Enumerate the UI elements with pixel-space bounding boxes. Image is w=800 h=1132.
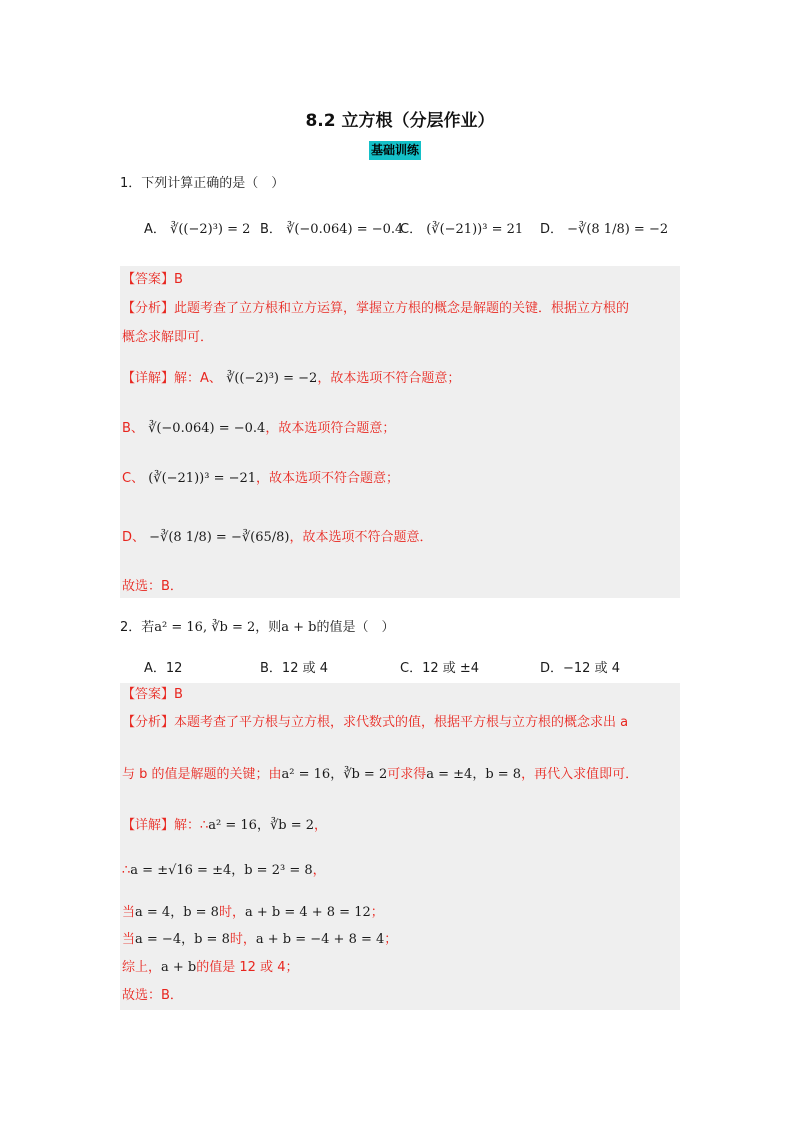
option-expr: ∛(−0.064) = −0.4 xyxy=(286,222,404,237)
detail-b-expr: ∛(−0.064) = −0.4 xyxy=(148,421,266,436)
q2-conclusion: 故选：B． xyxy=(122,988,183,1003)
stem-mid: ，则 xyxy=(255,620,282,635)
q1-option-a[interactable] xyxy=(144,218,250,237)
case-cond: a = 4，b = 8 xyxy=(135,905,219,920)
detail-lead: 解：A、 xyxy=(174,371,222,386)
stem-lead: 2．若 xyxy=(120,620,155,635)
q2-answer xyxy=(122,686,183,704)
option-letter: B． xyxy=(260,222,282,237)
summary-lead: 综上， xyxy=(122,960,162,975)
analysis-label: 【分析】 xyxy=(122,715,175,730)
stem-tail: 的值是（ ） xyxy=(316,620,395,635)
stem-expr-2: a + b xyxy=(281,620,317,635)
q2-option-a[interactable] xyxy=(144,657,182,676)
section-badge: 基础训练 xyxy=(369,141,421,160)
detail-d-tail: ，故本选项不符合题意． xyxy=(289,530,433,545)
analysis-text-2c: ，再代入求值即可． xyxy=(521,767,639,782)
q2-analysis-line-1 xyxy=(122,714,628,732)
option-text: 12 或 4 xyxy=(281,661,328,676)
analysis-expr-1: a² = 16，∛b = 2 xyxy=(281,767,388,782)
q1-option-b[interactable] xyxy=(260,218,403,237)
option-text: 12 xyxy=(165,661,183,676)
q1-detail-c xyxy=(122,470,399,488)
analysis-text: 此题考查了立方根和立方运算，掌握立方根的概念是解题的关键．根据立方根的 xyxy=(174,301,630,316)
case-lead: 当 xyxy=(122,932,136,947)
detail-c-tail: ，故本选项不符合题意； xyxy=(256,471,400,486)
q2-option-d[interactable] xyxy=(540,657,620,676)
q2-case-2 xyxy=(122,931,397,949)
option-text: −12 或 4 xyxy=(563,661,620,676)
case-lead: 当 xyxy=(122,905,136,920)
case-mid: 时， xyxy=(229,932,256,947)
option-expr: (∛(−21))³ = 21 xyxy=(426,222,524,237)
q1-detail-d xyxy=(122,529,433,547)
summary-expr: a + b xyxy=(161,960,197,975)
option-expr: ∛((−2)³) = 2 xyxy=(170,222,251,237)
detail-d-lead: D、 xyxy=(122,530,146,545)
case-mid: 时， xyxy=(218,905,245,920)
detail-label: 【详解】 xyxy=(122,371,175,386)
detail-expr-1: a² = 16，∛b = 2 xyxy=(208,818,314,833)
answer-label: 【答案】 xyxy=(122,272,175,287)
option-letter: D． xyxy=(540,222,564,237)
analysis-text: 本题考查了平方根与立方根，求代数式的值，根据平方根与立方根的概念求出 a xyxy=(174,715,629,730)
analysis-label: 【分析】 xyxy=(122,301,175,316)
option-letter: D． xyxy=(540,661,564,676)
option-letter: B． xyxy=(260,661,282,676)
q1-analysis-line-1 xyxy=(122,300,629,318)
detail-b-tail: ，故本选项符合题意； xyxy=(265,421,396,436)
analysis-text-2a: 与 b 的值是解题的关键；由 xyxy=(122,767,282,782)
option-text: 12 或 ±4 xyxy=(422,661,480,676)
detail-c-expr: (∛(−21))³ = −21 xyxy=(148,471,257,486)
option-letter: A． xyxy=(144,661,166,676)
q2-analysis-line-2 xyxy=(122,766,638,784)
answer-value: B xyxy=(174,687,183,702)
option-letter: A． xyxy=(144,222,166,237)
q2-case-1 xyxy=(122,904,384,922)
q2-detail-1 xyxy=(122,817,327,835)
detail-tail-2: ， xyxy=(312,863,326,878)
page-title: 8.2 立方根（分层作业） xyxy=(305,111,495,131)
case-expr: a + b = 4 + 8 = 12 xyxy=(244,905,371,920)
answer-label: 【答案】 xyxy=(122,687,175,702)
case-tail: ； xyxy=(384,932,398,947)
question-2-stem xyxy=(120,616,395,635)
option-letter: C． xyxy=(400,661,423,676)
detail-d-expr: −∛(8 1/8) = −∛(65/8) xyxy=(149,530,290,545)
detail-a-expr: ∛((−2)³) = −2 xyxy=(226,371,318,386)
case-expr: a + b = −4 + 8 = 4 xyxy=(255,932,385,947)
detail-b-lead: B、 xyxy=(122,421,144,436)
detail-a-tail: ，故本选项不符合题意； xyxy=(317,371,461,386)
q1-option-d[interactable] xyxy=(540,218,668,237)
summary-tail: 的值是 12 或 4； xyxy=(196,960,299,975)
answer-value: B xyxy=(174,272,183,287)
q1-detail-b xyxy=(122,420,395,438)
q1-conclusion: 故选：B． xyxy=(122,579,183,594)
option-expr: −∛(8 1/8) = −2 xyxy=(567,222,669,237)
option-letter: C． xyxy=(400,222,423,237)
q2-detail-2 xyxy=(122,862,326,880)
detail-tail-1: ， xyxy=(314,818,328,833)
q1-answer xyxy=(122,271,183,289)
therefore-symbol: ∴ xyxy=(122,863,131,878)
q2-summary xyxy=(122,959,298,977)
q1-analysis-line-2: 概念求解即可． xyxy=(122,330,214,345)
case-cond: a = −4，b = 8 xyxy=(135,932,230,947)
q1-detail-a xyxy=(122,370,460,388)
detail-lead: 解：∴ xyxy=(174,818,209,833)
q1-option-c[interactable] xyxy=(400,218,523,237)
detail-c-lead: C、 xyxy=(122,471,145,486)
q2-option-c[interactable] xyxy=(400,657,479,676)
analysis-expr-2: a = ±4，b = 8 xyxy=(426,767,522,782)
detail-expr-2: a = ±√16 = ±4，b = 2³ = 8 xyxy=(130,863,313,878)
stem-expr: a² = 16, ∛b = 2 xyxy=(154,620,256,635)
q2-option-b[interactable] xyxy=(260,657,328,676)
detail-label: 【详解】 xyxy=(122,818,175,833)
analysis-text-2b: 可求得 xyxy=(387,767,427,782)
question-1-stem: 1．下列计算正确的是（ ） xyxy=(120,176,285,191)
case-tail: ； xyxy=(370,905,384,920)
